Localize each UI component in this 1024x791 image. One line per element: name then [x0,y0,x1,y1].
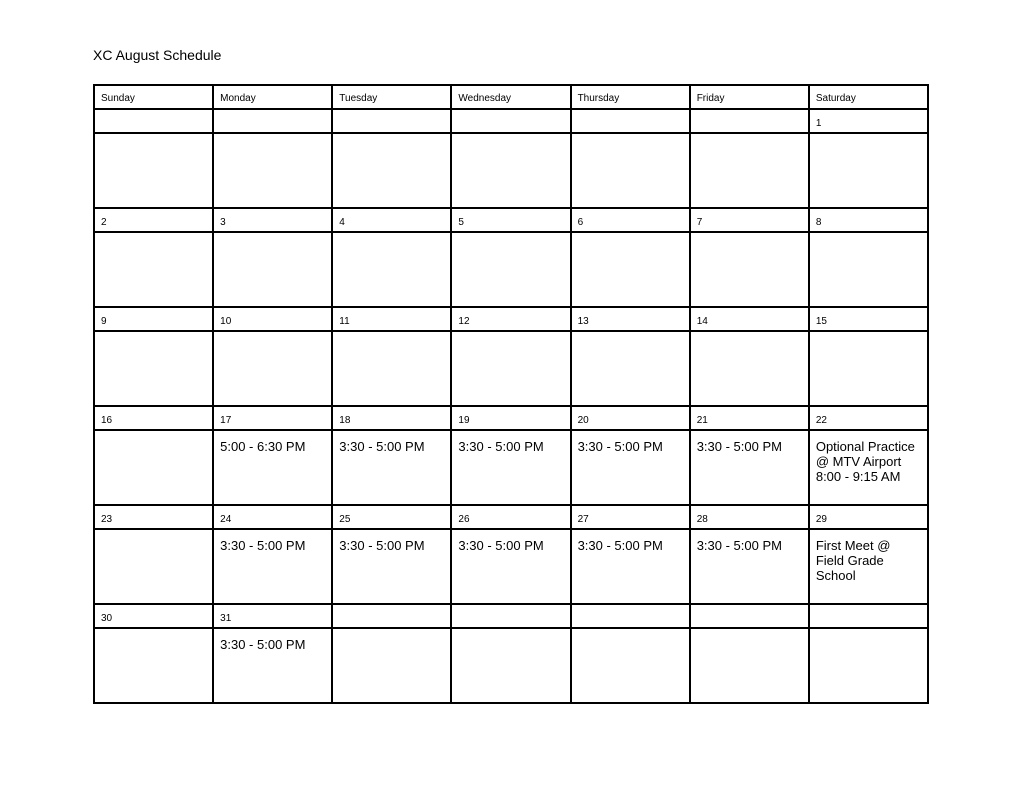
week-event-row [94,430,928,505]
event-cell [809,133,928,208]
event-text [572,134,689,142]
week-date-row [94,307,928,331]
event-text [810,233,927,241]
day-of-week-label: Monday [220,93,256,104]
date-cell [571,208,690,232]
date-number: 22 [815,415,827,426]
event-cell [571,133,690,208]
event-text [214,233,331,241]
header-cell [213,85,332,109]
date-number: 17 [220,415,232,426]
date-cell [451,604,570,628]
event-cell [571,430,690,505]
event-text: 5:00 - 6:30 PM [220,439,306,454]
event-cell [571,331,690,406]
event-text [214,134,331,142]
date-number [333,605,450,613]
header-cell [571,85,690,109]
day-of-week-label: Tuesday [339,93,378,104]
date-cell [571,109,690,133]
event-cell [213,430,332,505]
date-number: 14 [696,316,708,327]
date-number: 9 [101,316,107,327]
event-cell [571,232,690,307]
date-cell [809,208,928,232]
event-text: First Meet @ Field Grade School [815,538,891,583]
event-text: 3:30 - 5:00 PM [220,538,306,553]
date-number [333,110,450,118]
date-number: 21 [696,415,708,426]
date-cell [690,406,809,430]
week-date-row [94,208,928,232]
date-number: 25 [339,514,351,525]
day-of-week-label: Wednesday [458,93,512,104]
date-number: 19 [458,415,470,426]
date-number [452,110,569,118]
event-cell [809,331,928,406]
date-cell [94,307,213,331]
event-text [95,431,212,439]
date-number: 28 [696,514,708,525]
page-title: XC August Schedule [93,47,222,63]
date-number: 26 [458,514,470,525]
date-number [572,605,689,613]
event-cell [451,133,570,208]
date-cell [809,406,928,430]
event-cell [332,628,451,703]
event-cell [690,529,809,604]
date-number: 6 [577,217,584,228]
date-number [452,605,569,613]
date-cell [332,307,451,331]
date-cell [213,604,332,628]
week-event-row [94,331,928,406]
week-date-row [94,109,928,133]
event-text [95,134,212,142]
date-cell [809,505,928,529]
event-text [333,629,450,637]
date-number: 15 [815,316,827,327]
header-cell [451,85,570,109]
event-cell [213,232,332,307]
event-text [95,629,212,637]
event-text [810,332,927,340]
event-cell [94,331,213,406]
header-cell [332,85,451,109]
week-date-row [94,505,928,529]
date-number: 24 [220,514,232,525]
date-cell [94,109,213,133]
date-number: 30 [101,613,113,624]
event-text [95,332,212,340]
event-text [572,629,689,637]
event-text: 3:30 - 5:00 PM [339,439,425,454]
event-cell [213,529,332,604]
header-cell [690,85,809,109]
event-text: 3:30 - 5:00 PM [458,439,544,454]
date-number: 20 [577,415,589,426]
event-cell [332,430,451,505]
date-cell [332,406,451,430]
event-cell [809,628,928,703]
date-number [691,605,808,613]
date-cell [94,505,213,529]
event-text [810,629,927,637]
event-cell [332,232,451,307]
event-cell [213,628,332,703]
date-cell [94,406,213,430]
header-cell [94,85,213,109]
event-cell [451,331,570,406]
event-text [572,233,689,241]
date-number: 31 [220,613,232,624]
event-cell [94,529,213,604]
date-cell [571,406,690,430]
date-cell [213,406,332,430]
event-text [691,233,808,241]
date-cell [690,109,809,133]
event-cell [690,430,809,505]
date-number: 16 [101,415,113,426]
event-text: Optional Practice @ MTV Airport 8:00 - 9:15 AM [815,439,915,484]
date-cell [690,505,809,529]
event-text: 3:30 - 5:00 PM [577,439,663,454]
event-cell [332,133,451,208]
event-cell [94,232,213,307]
date-cell [332,109,451,133]
date-cell [451,307,570,331]
week-event-row [94,133,928,208]
date-cell [690,604,809,628]
week-event-row [94,529,928,604]
event-cell [332,529,451,604]
event-cell [94,133,213,208]
date-number: 12 [458,316,470,327]
event-cell [809,529,928,604]
date-number [572,110,689,118]
event-text: 3:30 - 5:00 PM [696,439,782,454]
day-of-week-label: Sunday [101,93,135,104]
date-cell [809,109,928,133]
event-cell [332,331,451,406]
date-cell [332,208,451,232]
event-text: 3:30 - 5:00 PM [220,637,306,652]
event-text [452,332,569,340]
day-of-week-label: Saturday [815,93,856,104]
event-text: 3:30 - 5:00 PM [696,538,782,553]
date-cell [571,604,690,628]
day-of-week-label: Thursday [577,93,620,104]
event-cell [571,529,690,604]
event-cell [451,430,570,505]
date-number: 2 [101,217,107,228]
event-cell [213,331,332,406]
week-event-row [94,628,928,703]
date-cell [332,604,451,628]
day-of-week-header-row [94,85,928,109]
date-cell [451,406,570,430]
event-text [452,629,569,637]
date-number: 7 [696,217,703,228]
event-cell [690,133,809,208]
event-text [452,134,569,142]
header-cell [809,85,928,109]
event-text [95,233,212,241]
date-cell [809,604,928,628]
event-cell [451,529,570,604]
date-cell [690,307,809,331]
event-text [691,134,808,142]
event-text [572,332,689,340]
date-number [95,110,212,118]
event-text [333,332,450,340]
event-cell [451,628,570,703]
week-event-row [94,232,928,307]
date-cell [94,208,213,232]
date-number: 18 [339,415,351,426]
event-text [333,233,450,241]
date-number: 4 [339,217,345,228]
date-number [214,110,331,118]
event-text: 3:30 - 5:00 PM [577,538,663,553]
week-date-row [94,406,928,430]
event-cell [213,133,332,208]
day-of-week-label: Friday [696,93,725,104]
date-number: 8 [815,217,822,228]
event-cell [690,628,809,703]
event-cell [451,232,570,307]
date-cell [571,505,690,529]
date-cell [94,604,213,628]
date-cell [213,109,332,133]
date-cell [213,307,332,331]
date-cell [213,208,332,232]
event-cell [571,628,690,703]
event-text [691,629,808,637]
calendar-table [93,84,929,704]
event-cell [809,430,928,505]
date-cell [213,505,332,529]
date-cell [451,505,570,529]
event-text [691,332,808,340]
event-cell [690,232,809,307]
event-text [95,530,212,538]
event-cell [690,331,809,406]
date-number: 29 [815,514,827,525]
event-text [810,134,927,142]
date-cell [809,307,928,331]
date-number [691,110,808,118]
event-cell [94,430,213,505]
date-cell [571,307,690,331]
event-text [214,332,331,340]
date-number: 5 [458,217,464,228]
event-cell [94,628,213,703]
event-text: 3:30 - 5:00 PM [339,538,425,553]
date-number: 10 [220,316,232,327]
event-text [452,233,569,241]
date-number: 13 [577,316,589,327]
week-date-row [94,604,928,628]
date-cell [451,208,570,232]
date-cell [451,109,570,133]
date-number: 11 [339,316,350,327]
date-cell [690,208,809,232]
event-text: 3:30 - 5:00 PM [458,538,544,553]
event-text [333,134,450,142]
date-cell [332,505,451,529]
date-number: 1 [815,118,822,129]
event-cell [809,232,928,307]
date-number: 23 [101,514,113,525]
date-number: 27 [577,514,589,525]
date-number: 3 [220,217,226,228]
date-number [810,605,927,613]
